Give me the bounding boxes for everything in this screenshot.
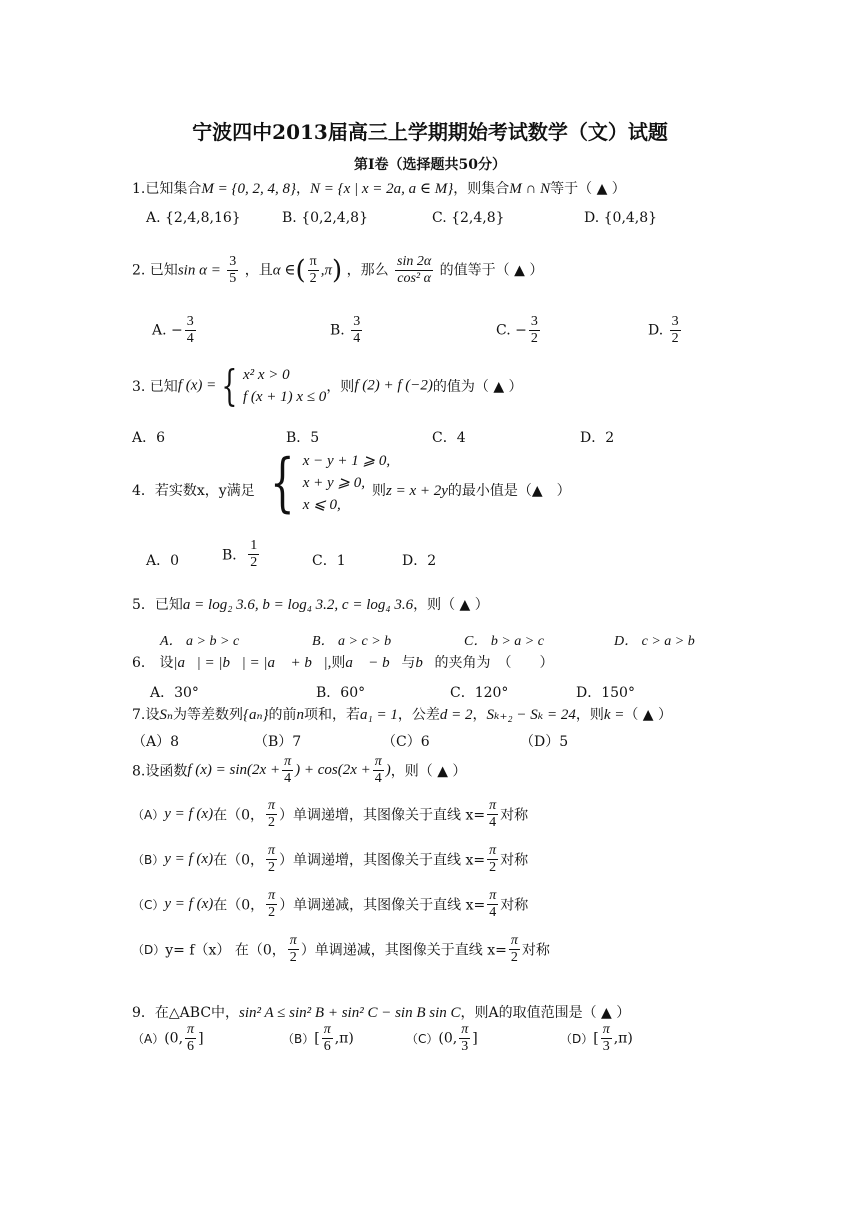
q6-option-c: C．120°	[450, 685, 509, 701]
q4-option-c: C．1	[312, 553, 346, 569]
question-7-stem: 7.设Sₙ为等差数列{aₙ}的前n项和，若a₁ = 1，公差d = 2，Sₖ₊₂ − Sₖ = 24，则k =（ ▲ ）	[132, 707, 673, 723]
fraction: $\frac{\pi}{2}$	[309, 254, 317, 286]
fraction: $\frac{3}{5}$	[229, 254, 237, 286]
question-2-stem: 2. 已知sin α = $\frac{3}{5}$ ，且α ∈( $\frac{\pi}{2}$ ,π) ，那么 $\frac{\sin 2\alpha}{\text{cos² α}}$ 的值等于（ ▲ ）	[132, 254, 544, 286]
q7-option-d: （D）5	[520, 734, 569, 750]
question-9-stem: 9．在△ABC中，sin² A ≤ sin² B + sin² C − sin B sin C，则A的取值范围是（ ▲ ）	[132, 1005, 631, 1021]
q2-option-b: B. $\frac{3}{4}$	[330, 314, 361, 346]
q1-option-c: C. {2,4,8}	[432, 210, 505, 226]
q2-option-c: C. − $\frac{3}{2}$	[496, 314, 538, 346]
question-1-stem: 1.已知集合M = {0, 2, 4, 8}，N = {x | x = 2a, a ∈ M}，则集合M ∩ N等于（ ▲ ）	[132, 181, 626, 197]
q4-objective: 则z = x + 2y的最小值是（▲ ）	[372, 483, 571, 499]
q4-option-b: B． $\frac{1}{2}$	[222, 538, 258, 570]
q3-option-d: D．2	[580, 430, 615, 446]
q3-option-a: A．6	[132, 430, 166, 446]
q1-option-d: D. {0,4,8}	[584, 210, 658, 226]
page-title: 宁波四中2013届高三上学期期始考试数学（文）试题	[192, 120, 668, 144]
question-8-stem: 8.设函数f (x) = sin(2x + $\frac{\pi}{4}$ ) + cos(2x + $\frac{\pi}{4}$ )，则（ ▲ ）	[132, 754, 467, 786]
q6-option-b: B．60°	[316, 685, 366, 701]
q9-option-c: （C）(0, $\frac{\pi}{3}$ ]	[406, 1022, 478, 1054]
q6-option-d: D．150°	[576, 685, 635, 701]
q6-option-a: A．30°	[150, 685, 199, 701]
fraction: $\frac{\sin 2\alpha}{\text{cos² α}}$	[397, 254, 432, 286]
q7-option-c: （C）6	[382, 734, 430, 750]
q8-option-b: （B）y = f (x)在（0， $\frac{\pi}{2}$ ）单调递增，其图像关于直线 x= $\frac{\pi}{2}$ 对称	[132, 843, 529, 875]
q8-option-d: （D）y= f（x） 在（0， $\frac{\pi}{2}$ ）单调递减，其图像关于直线 x= $\frac{\pi}{2}$ 对称	[132, 933, 550, 965]
q9-option-d: （D）[ $\frac{\pi}{3}$ ,π)	[560, 1022, 633, 1054]
q5-option-b: B． a > c > b	[312, 634, 392, 649]
question-3-stem: 3. 已知f (x) = { x² x > 0 f (x + 1) x ≤ 0 ，则f (2) + f (−2)的值为（ ▲ ）	[132, 361, 523, 410]
q1-option-b: B. {0,2,4,8}	[282, 210, 368, 226]
q9-option-b: （B）[ $\frac{\pi}{6}$ ,π)	[282, 1022, 354, 1054]
q4-constraint-system: { x − y + 1 ⩾ 0, x + y ⩾ 0, x ⩽ 0,	[270, 446, 391, 520]
q4-option-a: A．0	[146, 553, 180, 569]
q2-option-d: D. $\frac{3}{2}$	[648, 314, 679, 346]
section-heading: 第Ⅰ卷（选择题共50分）	[353, 157, 507, 173]
q8-option-c: （C）y = f (x)在（0， $\frac{\pi}{2}$ ）单调递减，其图像关于直线 x= $\frac{\pi}{4}$ 对称	[132, 888, 529, 920]
q4-option-d: D．2	[402, 553, 437, 569]
q5-option-d: D． c > a > b	[614, 634, 695, 649]
question-4-stem: 4．若实数x，y满足	[132, 483, 255, 499]
q5-option-a: A． a > b > c	[160, 634, 240, 649]
q9-option-a: （A）(0, $\frac{\pi}{6}$ ]	[132, 1022, 204, 1054]
question-6-stem: 6． 设|a⃗| = |b⃗| = |a⃗ + b⃗|,则a⃗ − b⃗与b⃗的夹角为 （ ）	[132, 655, 554, 671]
q1-option-a: A. {2,4,8,16}	[146, 210, 241, 226]
question-5-stem: 5．已知a = log₂ 3.6, b = log₄ 3.2, c = log₄ 3.6，则（ ▲ ）	[132, 597, 489, 613]
q3-option-b: B．5	[286, 430, 320, 446]
q8-option-a: （A）y = f (x)在（0， $\frac{\pi}{2}$ ）单调递增，其图像关于直线 x= $\frac{\pi}{4}$ 对称	[132, 798, 529, 830]
q5-option-c: C． b > a > c	[464, 634, 544, 649]
q7-option-b: （B）7	[254, 734, 302, 750]
q3-option-c: C．4	[432, 430, 466, 446]
q2-option-a: A. − $\frac{3}{4}$	[152, 314, 194, 346]
q7-option-a: （A）8	[132, 734, 180, 750]
